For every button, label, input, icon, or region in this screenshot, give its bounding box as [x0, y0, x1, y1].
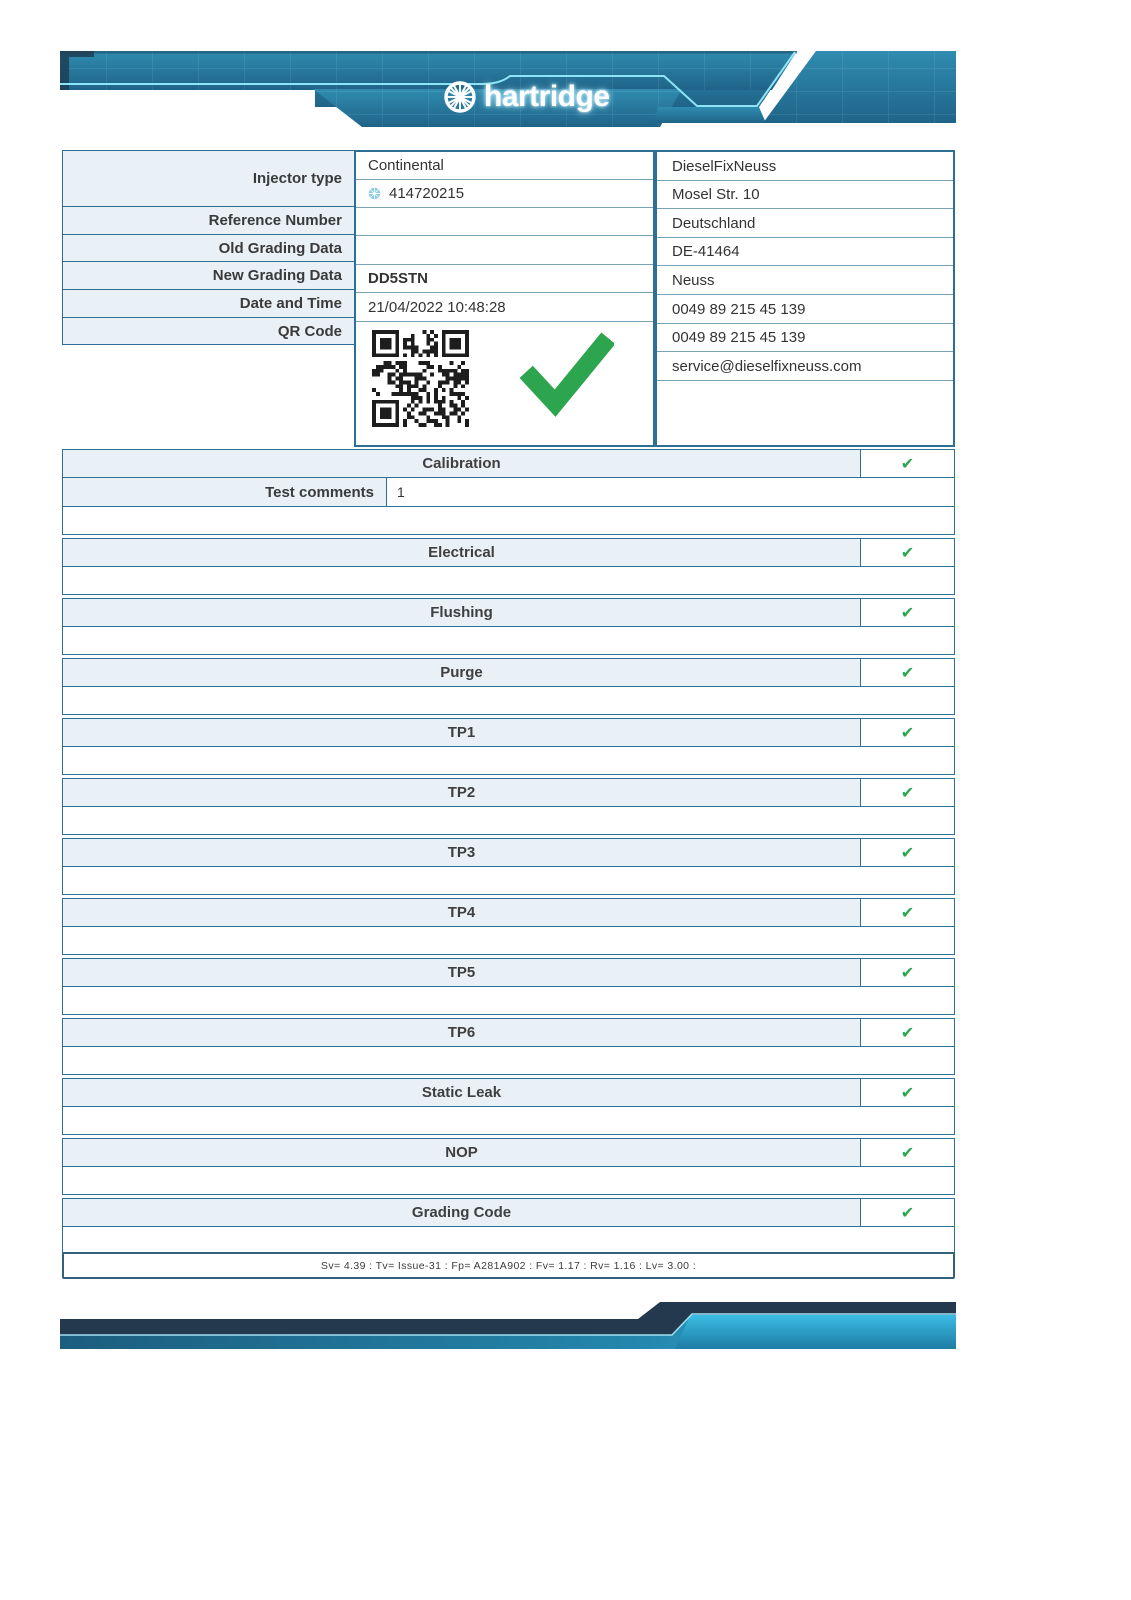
check-icon: ✔ [900, 1022, 915, 1042]
section-spacer-row [62, 1106, 955, 1135]
test-section-row [62, 538, 955, 567]
test-section-label: TP3 [62, 838, 861, 867]
test-section-row [62, 449, 955, 478]
new-grading-label: New Grading Data [62, 261, 355, 290]
test-section-row [62, 718, 955, 747]
contact-line: Neuss [657, 266, 953, 295]
test-section-label: Calibration [62, 449, 861, 478]
test-section-row [62, 1078, 955, 1107]
test-section-label: TP4 [62, 898, 861, 927]
serial-wheel-icon [368, 187, 381, 200]
test-sections [62, 449, 955, 1258]
footer-strip [62, 1252, 955, 1279]
contact-line: service@dieselfixneuss.com [657, 352, 953, 381]
test-section-label: TP1 [62, 718, 861, 747]
bottom-banner [60, 1298, 956, 1354]
section-spacer-row [62, 926, 955, 955]
brand-logo [443, 80, 610, 114]
section-spacer-row [62, 626, 955, 655]
contact-column [655, 150, 955, 447]
test-section-row [62, 1018, 955, 1047]
section-spacer-row [62, 1166, 955, 1195]
old-grading-label: Old Grading Data [62, 234, 355, 262]
injector-serial: 414720215 [389, 185, 465, 202]
test-section-status-cell [860, 1078, 955, 1107]
test-section-status-cell [860, 598, 955, 627]
test-section-row [62, 838, 955, 867]
reference-number-label: Reference Number [62, 206, 355, 235]
datetime-value: 21/04/2022 10:48:28 [356, 293, 653, 322]
test-section-status-cell [860, 898, 955, 927]
contact-line: DieselFixNeuss [657, 152, 953, 181]
test-section-status-cell [860, 718, 955, 747]
check-icon: ✔ [900, 602, 915, 622]
test-section-status-cell [860, 778, 955, 807]
test-comments-label: Test comments [63, 478, 387, 506]
section-spacer-row [62, 1226, 955, 1255]
test-section-status-cell [860, 1198, 955, 1227]
check-icon: ✔ [900, 453, 915, 473]
test-section-status-cell [860, 449, 955, 478]
test-section-status-cell [860, 538, 955, 567]
test-section-label: Grading Code [62, 1198, 861, 1227]
test-section-row [62, 1138, 955, 1167]
test-section-label: Flushing [62, 598, 861, 627]
test-section-row [62, 658, 955, 687]
section-spacer-row [62, 746, 955, 775]
contact-line: Deutschland [657, 209, 953, 238]
section-spacer-row [62, 506, 955, 535]
system-info-text: Sv= 4.39 : Tv= Issue-31 : Fp= A281A902 : Fv= 1.17 : Rv= 1.16 : Lv= 3.00 : [320, 1259, 697, 1272]
injector-serial-row [356, 180, 653, 208]
contact-line: 0049 89 215 45 139 [657, 295, 953, 324]
hartridge-wheel-icon [443, 80, 477, 114]
test-section-status-cell [860, 658, 955, 687]
test-section-status-cell [860, 958, 955, 987]
check-icon: ✔ [900, 662, 915, 682]
test-section-label: TP2 [62, 778, 861, 807]
section-spacer-row [62, 866, 955, 895]
check-icon: ✔ [900, 542, 915, 562]
test-section-label: Static Leak [62, 1078, 861, 1107]
check-icon: ✔ [900, 902, 915, 922]
section-spacer-row [62, 1046, 955, 1075]
contact-line: 0049 89 215 45 139 [657, 324, 953, 352]
test-section-row [62, 898, 955, 927]
brand-text: hartridge [484, 80, 610, 113]
test-section-label: Purge [62, 658, 861, 687]
section-spacer-row [62, 806, 955, 835]
section-spacer-row [62, 566, 955, 595]
contact-line: Mosel Str. 10 [657, 181, 953, 209]
info-label-column [62, 150, 355, 345]
test-section-row [62, 598, 955, 627]
qr-row [356, 322, 653, 446]
reference-number-value [356, 208, 653, 236]
test-section-status-cell [860, 1138, 955, 1167]
contact-line: DE-41464 [657, 238, 953, 266]
test-section-row [62, 958, 955, 987]
section-spacer-row [62, 686, 955, 715]
new-grading-value: DD5STN [356, 265, 653, 293]
check-icon: ✔ [900, 782, 915, 802]
check-icon: ✔ [900, 842, 915, 862]
check-icon: ✔ [900, 1142, 915, 1162]
check-icon: ✔ [900, 1082, 915, 1102]
qr-code-label: QR Code [62, 317, 355, 345]
test-section-status-cell [860, 838, 955, 867]
check-icon: ✔ [900, 962, 915, 982]
test-section-status-cell [860, 1018, 955, 1047]
test-section-row [62, 1198, 955, 1227]
check-icon: ✔ [900, 722, 915, 742]
datetime-label: Date and Time [62, 289, 355, 318]
check-icon: ✔ [900, 1202, 915, 1222]
test-section-label: NOP [62, 1138, 861, 1167]
injector-type-label: Injector type [62, 150, 355, 207]
test-comments-row [62, 477, 955, 507]
qr-check-icon [519, 332, 614, 424]
qr-code [372, 330, 469, 427]
test-section-label: TP5 [62, 958, 861, 987]
section-spacer-row [62, 986, 955, 1015]
old-grading-value [356, 236, 653, 265]
injector-type-value: Continental [356, 152, 653, 180]
test-section-label: TP6 [62, 1018, 861, 1047]
test-comments-value: 1 [397, 484, 405, 500]
info-value-column [354, 150, 655, 447]
test-section-row [62, 778, 955, 807]
test-section-label: Electrical [62, 538, 861, 567]
